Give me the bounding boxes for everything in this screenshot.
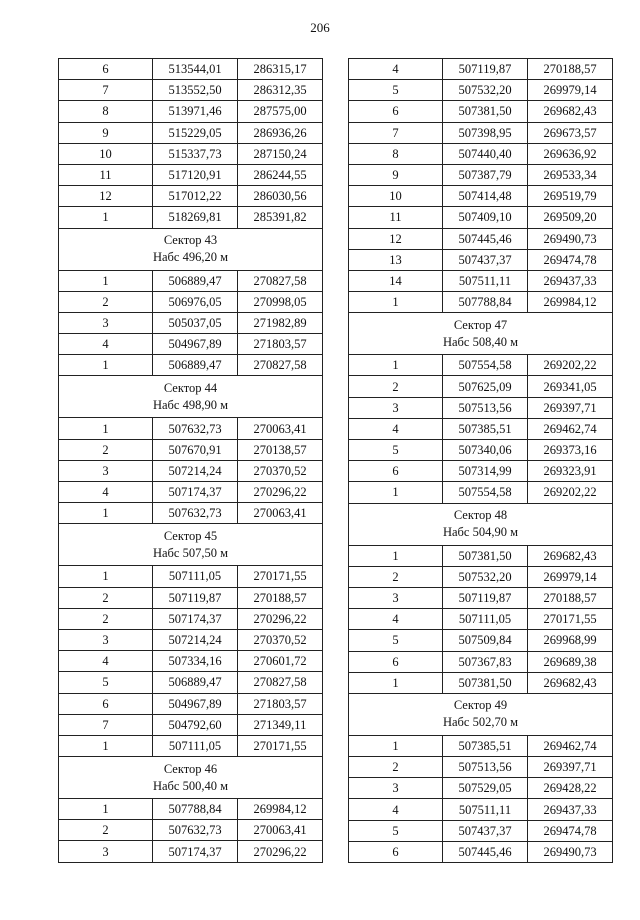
point-number-cell: 6 bbox=[59, 693, 153, 714]
y-coordinate-cell: 269462,74 bbox=[528, 418, 613, 439]
table-row bbox=[349, 101, 613, 122]
table-row bbox=[349, 355, 613, 376]
x-coordinate-cell: 507511,11 bbox=[443, 270, 528, 291]
table-row bbox=[349, 164, 613, 185]
point-number-cell: 14 bbox=[349, 270, 443, 291]
table-row bbox=[59, 186, 323, 207]
table-row bbox=[59, 608, 323, 629]
table-row bbox=[349, 461, 613, 482]
point-number-cell: 1 bbox=[349, 355, 443, 376]
sector-elevation: Набс 502,70 м bbox=[442, 715, 519, 730]
x-coordinate-cell: 507367,83 bbox=[443, 651, 528, 672]
point-number-cell: 6 bbox=[349, 841, 443, 862]
y-coordinate-cell: 270370,52 bbox=[238, 460, 323, 481]
y-coordinate-cell: 270188,57 bbox=[238, 587, 323, 608]
x-coordinate-cell: 507381,50 bbox=[443, 101, 528, 122]
sector-header-row bbox=[59, 524, 323, 566]
table-row bbox=[59, 355, 323, 376]
point-number-cell: 7 bbox=[59, 714, 153, 735]
point-number-cell: 2 bbox=[59, 820, 153, 841]
coordinates-table-left bbox=[58, 58, 323, 863]
y-coordinate-cell: 270188,57 bbox=[528, 587, 613, 608]
point-number-cell: 1 bbox=[349, 735, 443, 756]
table-row bbox=[59, 164, 323, 185]
point-number-cell: 1 bbox=[349, 545, 443, 566]
y-coordinate-cell: 269533,34 bbox=[528, 164, 613, 185]
x-coordinate-cell: 507174,37 bbox=[153, 841, 238, 862]
table-row bbox=[59, 291, 323, 312]
y-coordinate-cell: 270998,05 bbox=[238, 291, 323, 312]
point-number-cell: 4 bbox=[59, 651, 153, 672]
table-row bbox=[59, 587, 323, 608]
y-coordinate-cell: 270827,58 bbox=[238, 672, 323, 693]
x-coordinate-cell: 507174,37 bbox=[153, 608, 238, 629]
table-row bbox=[349, 735, 613, 756]
y-coordinate-cell: 269474,78 bbox=[528, 820, 613, 841]
x-coordinate-cell: 507334,16 bbox=[153, 651, 238, 672]
point-number-cell: 6 bbox=[349, 651, 443, 672]
table-row bbox=[349, 249, 613, 270]
point-number-cell: 4 bbox=[59, 482, 153, 503]
sector-elevation: Набс 500,40 м bbox=[152, 778, 229, 793]
table-row bbox=[349, 122, 613, 143]
point-number-cell: 2 bbox=[59, 439, 153, 460]
point-number-cell: 6 bbox=[349, 461, 443, 482]
point-number-cell: 3 bbox=[349, 397, 443, 418]
y-coordinate-cell: 269490,73 bbox=[528, 228, 613, 249]
y-coordinate-cell: 269984,12 bbox=[528, 292, 613, 313]
table-row bbox=[349, 143, 613, 164]
sector-header-row bbox=[349, 313, 613, 355]
x-coordinate-cell: 507554,58 bbox=[443, 355, 528, 376]
y-coordinate-cell: 269474,78 bbox=[528, 249, 613, 270]
sector-title: Сектор 49 bbox=[453, 698, 508, 713]
sector-elevation: Набс 507,50 м bbox=[152, 545, 229, 560]
sector-header bbox=[59, 376, 323, 418]
x-coordinate-cell: 507632,73 bbox=[153, 418, 238, 439]
table-row bbox=[59, 460, 323, 481]
x-coordinate-cell: 507119,87 bbox=[153, 587, 238, 608]
table-row bbox=[59, 59, 323, 80]
y-coordinate-cell: 269397,71 bbox=[528, 397, 613, 418]
table-row bbox=[59, 820, 323, 841]
y-coordinate-cell: 269979,14 bbox=[528, 80, 613, 101]
sector-header bbox=[349, 503, 613, 545]
x-coordinate-cell: 507440,40 bbox=[443, 143, 528, 164]
y-coordinate-cell: 270601,72 bbox=[238, 651, 323, 672]
x-coordinate-cell: 506976,05 bbox=[153, 291, 238, 312]
y-coordinate-cell: 270827,58 bbox=[238, 355, 323, 376]
point-number-cell: 1 bbox=[349, 482, 443, 503]
y-coordinate-cell: 269636,92 bbox=[528, 143, 613, 164]
table-row bbox=[349, 418, 613, 439]
table-row bbox=[59, 799, 323, 820]
x-coordinate-cell: 507437,37 bbox=[443, 249, 528, 270]
point-number-cell: 1 bbox=[349, 292, 443, 313]
y-coordinate-cell: 287575,00 bbox=[238, 101, 323, 122]
x-coordinate-cell: 507511,11 bbox=[443, 799, 528, 820]
x-coordinate-cell: 513544,01 bbox=[153, 59, 238, 80]
y-coordinate-cell: 269202,22 bbox=[528, 482, 613, 503]
y-coordinate-cell: 269428,22 bbox=[528, 778, 613, 799]
table-row bbox=[59, 143, 323, 164]
table-row bbox=[59, 651, 323, 672]
point-number-cell: 11 bbox=[349, 207, 443, 228]
table-row bbox=[59, 418, 323, 439]
table-row bbox=[59, 270, 323, 291]
y-coordinate-cell: 270296,22 bbox=[238, 482, 323, 503]
x-coordinate-cell: 507632,73 bbox=[153, 820, 238, 841]
table-row bbox=[59, 503, 323, 524]
x-coordinate-cell: 507509,84 bbox=[443, 630, 528, 651]
sector-elevation: Набс 508,40 м bbox=[442, 334, 519, 349]
x-coordinate-cell: 505037,05 bbox=[153, 312, 238, 333]
point-number-cell: 4 bbox=[349, 59, 443, 80]
sector-header-row bbox=[59, 757, 323, 799]
point-number-cell: 12 bbox=[59, 186, 153, 207]
x-coordinate-cell: 507409,10 bbox=[443, 207, 528, 228]
table-row bbox=[59, 207, 323, 228]
x-coordinate-cell: 517120,91 bbox=[153, 164, 238, 185]
point-number-cell: 5 bbox=[349, 80, 443, 101]
x-coordinate-cell: 507387,79 bbox=[443, 164, 528, 185]
y-coordinate-cell: 269682,43 bbox=[528, 672, 613, 693]
sector-elevation: Набс 496,20 м bbox=[152, 250, 229, 264]
y-coordinate-cell: 270296,22 bbox=[238, 608, 323, 629]
x-coordinate-cell: 507340,06 bbox=[443, 440, 528, 461]
table-row bbox=[349, 228, 613, 249]
table-row bbox=[59, 312, 323, 333]
sector-header bbox=[349, 313, 613, 355]
y-coordinate-cell: 269984,12 bbox=[238, 799, 323, 820]
x-coordinate-cell: 507414,48 bbox=[443, 186, 528, 207]
y-coordinate-cell: 270296,22 bbox=[238, 841, 323, 862]
point-number-cell: 1 bbox=[59, 418, 153, 439]
y-coordinate-cell: 270063,41 bbox=[238, 418, 323, 439]
x-coordinate-cell: 504792,60 bbox=[153, 714, 238, 735]
point-number-cell: 12 bbox=[349, 228, 443, 249]
sector-header-row bbox=[349, 693, 613, 735]
y-coordinate-cell: 269397,71 bbox=[528, 757, 613, 778]
y-coordinate-cell: 270171,55 bbox=[238, 566, 323, 587]
y-coordinate-cell: 286244,55 bbox=[238, 164, 323, 185]
y-coordinate-cell: 287150,24 bbox=[238, 143, 323, 164]
point-number-cell: 5 bbox=[349, 630, 443, 651]
y-coordinate-cell: 269341,05 bbox=[528, 376, 613, 397]
table-row bbox=[349, 757, 613, 778]
x-coordinate-cell: 504967,89 bbox=[153, 334, 238, 355]
sector-title: Сектор 43 bbox=[163, 233, 218, 247]
point-number-cell: 10 bbox=[59, 143, 153, 164]
table-row bbox=[349, 820, 613, 841]
table-row bbox=[59, 80, 323, 101]
x-coordinate-cell: 507111,05 bbox=[443, 609, 528, 630]
y-coordinate-cell: 286315,17 bbox=[238, 59, 323, 80]
x-coordinate-cell: 507381,50 bbox=[443, 672, 528, 693]
x-coordinate-cell: 518269,81 bbox=[153, 207, 238, 228]
table-row bbox=[349, 566, 613, 587]
y-coordinate-cell: 270063,41 bbox=[238, 820, 323, 841]
y-coordinate-cell: 269437,33 bbox=[528, 799, 613, 820]
y-coordinate-cell: 271982,89 bbox=[238, 312, 323, 333]
y-coordinate-cell: 269509,20 bbox=[528, 207, 613, 228]
x-coordinate-cell: 504967,89 bbox=[153, 693, 238, 714]
point-number-cell: 1 bbox=[59, 799, 153, 820]
y-coordinate-cell: 269673,57 bbox=[528, 122, 613, 143]
sector-elevation: Набс 498,90 м bbox=[152, 397, 229, 412]
x-coordinate-cell: 507314,99 bbox=[443, 461, 528, 482]
y-coordinate-cell: 271803,57 bbox=[238, 693, 323, 714]
y-coordinate-cell: 270138,57 bbox=[238, 439, 323, 460]
point-number-cell: 1 bbox=[59, 355, 153, 376]
table-row bbox=[349, 778, 613, 799]
point-number-cell: 9 bbox=[59, 122, 153, 143]
y-coordinate-cell: 270063,41 bbox=[238, 503, 323, 524]
point-number-cell: 3 bbox=[59, 841, 153, 862]
x-coordinate-cell: 507532,20 bbox=[443, 566, 528, 587]
y-coordinate-cell: 285391,82 bbox=[238, 207, 323, 228]
table-row bbox=[59, 482, 323, 503]
point-number-cell: 8 bbox=[59, 101, 153, 122]
y-coordinate-cell: 286936,26 bbox=[238, 122, 323, 143]
table-row bbox=[59, 629, 323, 650]
y-coordinate-cell: 271349,11 bbox=[238, 714, 323, 735]
table-row bbox=[349, 59, 613, 80]
x-coordinate-cell: 507445,46 bbox=[443, 841, 528, 862]
table-row bbox=[349, 207, 613, 228]
point-number-cell: 5 bbox=[349, 820, 443, 841]
point-number-cell: 4 bbox=[349, 609, 443, 630]
y-coordinate-cell: 269968,99 bbox=[528, 630, 613, 651]
table-row bbox=[349, 186, 613, 207]
table-row bbox=[349, 799, 613, 820]
y-coordinate-cell: 269979,14 bbox=[528, 566, 613, 587]
point-number-cell: 2 bbox=[59, 587, 153, 608]
table-row bbox=[59, 841, 323, 862]
point-number-cell: 3 bbox=[349, 778, 443, 799]
x-coordinate-cell: 515337,73 bbox=[153, 143, 238, 164]
y-coordinate-cell: 269323,91 bbox=[528, 461, 613, 482]
table-row bbox=[59, 439, 323, 460]
x-coordinate-cell: 507111,05 bbox=[153, 735, 238, 756]
table-row bbox=[349, 630, 613, 651]
x-coordinate-cell: 507214,24 bbox=[153, 460, 238, 481]
y-coordinate-cell: 269490,73 bbox=[528, 841, 613, 862]
point-number-cell: 7 bbox=[59, 80, 153, 101]
table-row bbox=[59, 101, 323, 122]
sector-header-row bbox=[59, 228, 323, 270]
point-number-cell: 3 bbox=[349, 587, 443, 608]
sector-header-row bbox=[349, 503, 613, 545]
table-row bbox=[349, 80, 613, 101]
table-row bbox=[349, 397, 613, 418]
y-coordinate-cell: 270827,58 bbox=[238, 270, 323, 291]
point-number-cell: 4 bbox=[349, 799, 443, 820]
point-number-cell: 1 bbox=[59, 503, 153, 524]
sector-title: Сектор 48 bbox=[453, 508, 508, 523]
table-row bbox=[59, 122, 323, 143]
y-coordinate-cell: 270171,55 bbox=[238, 735, 323, 756]
point-number-cell: 6 bbox=[59, 59, 153, 80]
coordinates-table-body-left bbox=[59, 59, 323, 863]
x-coordinate-cell: 507385,51 bbox=[443, 418, 528, 439]
x-coordinate-cell: 507554,58 bbox=[443, 482, 528, 503]
x-coordinate-cell: 507119,87 bbox=[443, 59, 528, 80]
x-coordinate-cell: 507670,91 bbox=[153, 439, 238, 460]
page-number: 206 bbox=[310, 20, 330, 35]
table-row bbox=[349, 270, 613, 291]
x-coordinate-cell: 507214,24 bbox=[153, 629, 238, 650]
table-row bbox=[59, 693, 323, 714]
table-row bbox=[349, 841, 613, 862]
y-coordinate-cell: 286312,35 bbox=[238, 80, 323, 101]
sector-header bbox=[349, 693, 613, 735]
point-number-cell: 4 bbox=[59, 334, 153, 355]
x-coordinate-cell: 507625,09 bbox=[443, 376, 528, 397]
point-number-cell: 9 bbox=[349, 164, 443, 185]
x-coordinate-cell: 507513,56 bbox=[443, 397, 528, 418]
y-coordinate-cell: 286030,56 bbox=[238, 186, 323, 207]
x-coordinate-cell: 507385,51 bbox=[443, 735, 528, 756]
x-coordinate-cell: 507445,46 bbox=[443, 228, 528, 249]
y-coordinate-cell: 270171,55 bbox=[528, 609, 613, 630]
point-number-cell: 2 bbox=[349, 566, 443, 587]
x-coordinate-cell: 507381,50 bbox=[443, 545, 528, 566]
x-coordinate-cell: 506889,47 bbox=[153, 270, 238, 291]
x-coordinate-cell: 515229,05 bbox=[153, 122, 238, 143]
x-coordinate-cell: 507632,73 bbox=[153, 503, 238, 524]
y-coordinate-cell: 269202,22 bbox=[528, 355, 613, 376]
sector-title: Сектор 45 bbox=[163, 528, 218, 543]
sector-header bbox=[59, 524, 323, 566]
point-number-cell: 13 bbox=[349, 249, 443, 270]
point-number-cell: 3 bbox=[59, 312, 153, 333]
x-coordinate-cell: 507111,05 bbox=[153, 566, 238, 587]
table-row bbox=[349, 482, 613, 503]
point-number-cell: 5 bbox=[59, 672, 153, 693]
point-number-cell: 1 bbox=[59, 735, 153, 756]
table-row bbox=[59, 566, 323, 587]
point-number-cell: 8 bbox=[349, 143, 443, 164]
x-coordinate-cell: 507119,87 bbox=[443, 587, 528, 608]
table-row bbox=[349, 545, 613, 566]
sector-title: Сектор 44 bbox=[163, 380, 218, 395]
point-number-cell: 7 bbox=[349, 122, 443, 143]
y-coordinate-cell: 271803,57 bbox=[238, 334, 323, 355]
point-number-cell: 3 bbox=[59, 629, 153, 650]
table-row bbox=[349, 292, 613, 313]
point-number-cell: 3 bbox=[59, 460, 153, 481]
x-coordinate-cell: 507174,37 bbox=[153, 482, 238, 503]
sector-title: Сектор 47 bbox=[453, 317, 508, 332]
y-coordinate-cell: 269373,16 bbox=[528, 440, 613, 461]
table-row bbox=[349, 440, 613, 461]
x-coordinate-cell: 507788,84 bbox=[443, 292, 528, 313]
y-coordinate-cell: 269519,79 bbox=[528, 186, 613, 207]
sector-header bbox=[59, 228, 323, 270]
x-coordinate-cell: 513552,50 bbox=[153, 80, 238, 101]
sector-elevation: Набс 504,90 м bbox=[442, 525, 519, 540]
x-coordinate-cell: 507788,84 bbox=[153, 799, 238, 820]
y-coordinate-cell: 270370,52 bbox=[238, 629, 323, 650]
x-coordinate-cell: 517012,22 bbox=[153, 186, 238, 207]
point-number-cell: 1 bbox=[59, 207, 153, 228]
table-row bbox=[349, 651, 613, 672]
table-row bbox=[349, 587, 613, 608]
x-coordinate-cell: 507398,95 bbox=[443, 122, 528, 143]
x-coordinate-cell: 507437,37 bbox=[443, 820, 528, 841]
point-number-cell: 1 bbox=[349, 672, 443, 693]
coordinates-table-right bbox=[348, 58, 613, 863]
y-coordinate-cell: 269689,38 bbox=[528, 651, 613, 672]
x-coordinate-cell: 506889,47 bbox=[153, 672, 238, 693]
table-row bbox=[349, 609, 613, 630]
point-number-cell: 6 bbox=[349, 101, 443, 122]
point-number-cell: 2 bbox=[349, 376, 443, 397]
x-coordinate-cell: 506889,47 bbox=[153, 355, 238, 376]
y-coordinate-cell: 269437,33 bbox=[528, 270, 613, 291]
table-row bbox=[349, 672, 613, 693]
table-row bbox=[59, 334, 323, 355]
point-number-cell: 11 bbox=[59, 164, 153, 185]
x-coordinate-cell: 507532,20 bbox=[443, 80, 528, 101]
point-number-cell: 4 bbox=[349, 418, 443, 439]
point-number-cell: 1 bbox=[59, 270, 153, 291]
table-row bbox=[349, 376, 613, 397]
point-number-cell: 1 bbox=[59, 566, 153, 587]
sector-header bbox=[59, 757, 323, 799]
y-coordinate-cell: 270188,57 bbox=[528, 59, 613, 80]
table-row bbox=[59, 735, 323, 756]
y-coordinate-cell: 269682,43 bbox=[528, 545, 613, 566]
sector-title: Сектор 46 bbox=[163, 761, 218, 776]
point-number-cell: 2 bbox=[59, 608, 153, 629]
coordinates-table-body-right bbox=[349, 59, 613, 863]
point-number-cell: 2 bbox=[349, 757, 443, 778]
x-coordinate-cell: 507513,56 bbox=[443, 757, 528, 778]
table-row bbox=[59, 672, 323, 693]
point-number-cell: 10 bbox=[349, 186, 443, 207]
sector-header-row bbox=[59, 376, 323, 418]
table-row bbox=[59, 714, 323, 735]
y-coordinate-cell: 269682,43 bbox=[528, 101, 613, 122]
y-coordinate-cell: 269462,74 bbox=[528, 735, 613, 756]
x-coordinate-cell: 513971,46 bbox=[153, 101, 238, 122]
point-number-cell: 2 bbox=[59, 291, 153, 312]
point-number-cell: 5 bbox=[349, 440, 443, 461]
x-coordinate-cell: 507529,05 bbox=[443, 778, 528, 799]
